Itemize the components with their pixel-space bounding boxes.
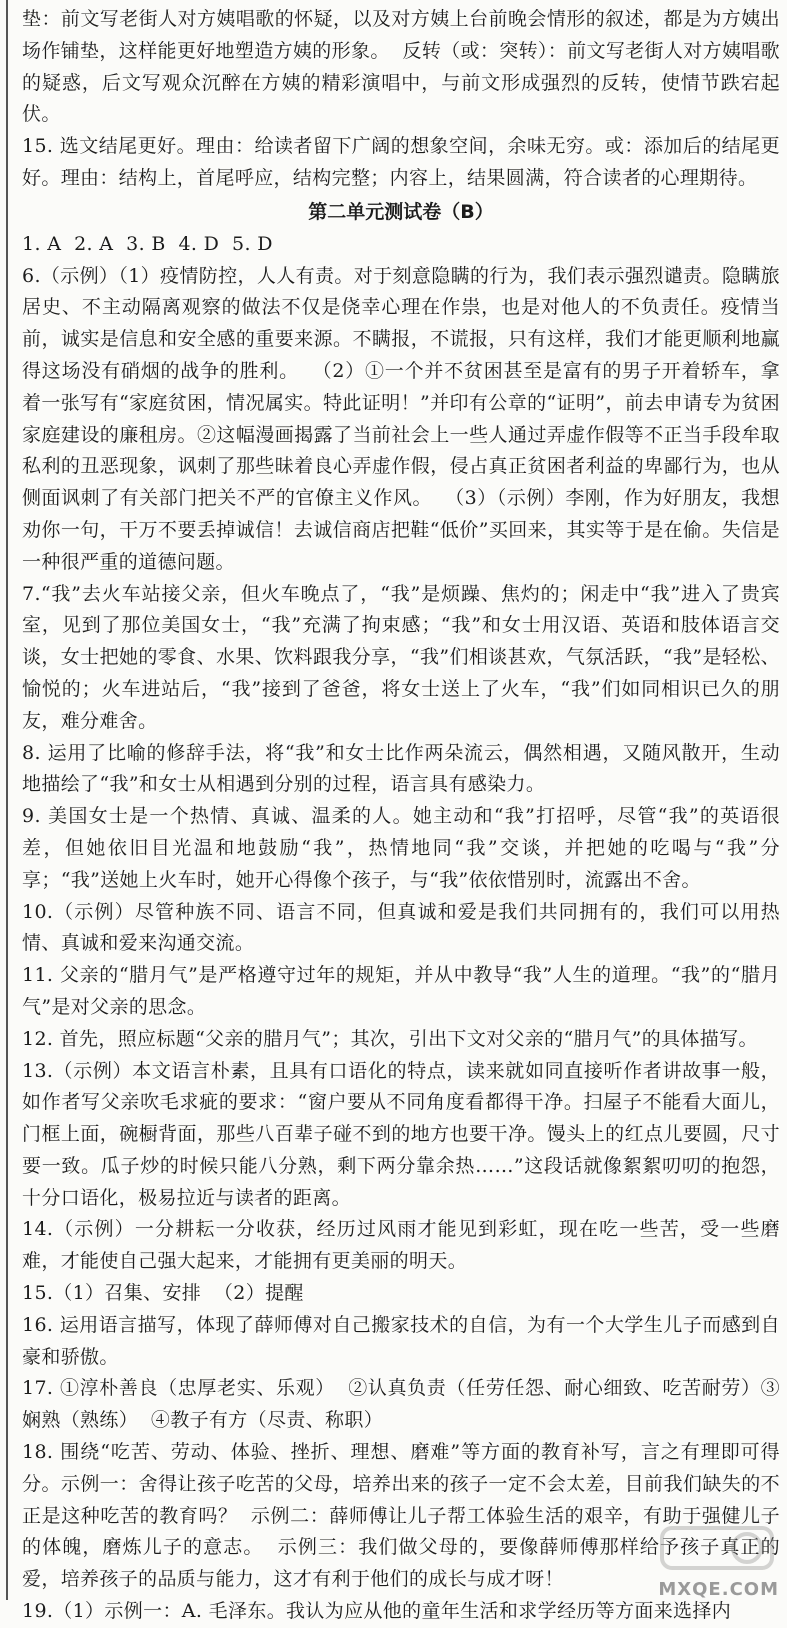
paragraph-14-continued: 垫：前文写老街人对方姨唱歌的怀疑，以及对方姨上台前晚会情形的叙述，都是为方姨出场作铺垫，这样能更好地塑造方姨的形象。 反转（或：突转）：前文写老街人对方姨唱歌的疑惑，后文写观众沉醉在方姨的精彩演唱中，与前文形成强烈的反转，使情节跌宕起伏。: [22, 8, 780, 126]
answer-19: 19.（1）示例一：A. 毛泽东。我认为应从他的童年生活和求学经历等方面来选择内: [22, 1600, 732, 1623]
answer-17: 17. ①淳朴善良（忠厚老实、乐观） ②认真负责（任劳任怨、耐心细致、吃苦耐劳）③娴熟（熟练） ④教子有方（尽责、称职）: [22, 1377, 780, 1432]
answer-13: 13.（示例）本文语言朴素，且具有口语化的特点，读来就如同直接听作者讲故事一般，如作者写父亲吹毛求疵的要求：“窗户要从不同角度看都得干净。扫屋子不能看大面儿，门框上面，碗橱背面，那些八百辈子碰不到的地方也要干净。馒头上的红点儿要圆，尺寸要一致。瓜子炒的时候只能八分熟，剩下两分靠余热……”这段话就像絮絮叨叨的抱怨，十分口语化，极易拉近与读者的距离。: [22, 1059, 780, 1209]
answer-16: 16. 运用语言描写，体现了薛师傅对自己搬家技术的自信，为有一个大学生儿子而感到自豪和骄傲。: [22, 1313, 780, 1368]
answer-18: 18. 围绕“吃苦、劳动、体验、挫折、理想、磨难”等方面的教育补写，言之有理即可得分。示例一：舍得让孩子吃苦的父母，培养出来的孩子一定不会太差，目前我们缺失的不正是这种吃苦的教育吗？ 示例二：薛师傅让儿子帮工体验生活的艰辛，有助于强健儿子的体魄，磨炼儿子的意志。 示例三：我们做父母的，要像薛师傅那样给予孩子真正的爱，培养孩子的品质与能力，这才有利于他们的成长与成才呀！: [22, 1441, 780, 1591]
watermark-text: MXQE.COM: [658, 1579, 779, 1600]
answer-14: 14.（示例）一分耕耘一分收获，经历过风雨才能见到彩虹，现在吃一些苦，受一些磨难，才能使自己强大起来，才能拥有更美丽的明天。: [22, 1218, 780, 1273]
answer-11: 11. 父亲的“腊月气”是严格遵守过年的规矩，并从中教导“我”人生的道理。“我”的“腊月气”是对父亲的思念。: [22, 964, 780, 1018]
answer-6: 6.（示例）（1）疫情防控，人人有责。对于刻意隐瞒的行为，我们表示强烈谴责。隐瞒旅居史、不主动隔离观察的做法不仅是侥幸心理在作祟，也是对他人的不负责任。疫情当前，诚实是信息和安全感的重要来源。不瞒报，不谎报，只有这样，我们才能更顺利地赢得这场没有硝烟的战争的胜利。 （2）①一个并不贫困甚至是富有的男子开着轿车，拿着一张写有“家庭贫困，情况属实。特此证明！”并印有公章的“证明”，前去申请专为贫困家庭建设的廉租房。②这幅漫画揭露了当前社会上一些人通过弄虚作假等不正当手段牟取私利的丑恶现象，讽刺了那些昧着良心弄虚作假，侵占真正贫困者利益的卑鄙行为，也从侧面讽刺了有关部门把关不严的官僚主义作风。 （3）（示例）李刚，作为好朋友，我想劝你一句，干万不要丢掉诚信！去诚信商店把鞋“低价”买回来，其实等于是在偷。失信是一种很严重的道德问题。: [22, 264, 780, 573]
page-left-rule: [6, 0, 8, 1600]
answer-8: 8. 运用了比喻的修辞手法，将“我”和女士比作两朵流云，偶然相遇，又随风散开，生动地描绘了“我”和女士从相遇到分别的过程，语言具有感染力。: [22, 741, 780, 796]
answer-7: 7.“我”去火车站接父亲，但火车晚点了，“我”是烦躁、焦灼的；闲走中“我”进入了贵宾室，见到了那位美国女士，“我”充满了拘束感；“我”和女士用汉语、英语和肢体语言交谈，女士把她的零食、水果、饮料跟我分享，“我”们相谈甚欢，气氛活跃，“我”是轻松、愉悦的；火车进站后，“我”接到了爸爸，将女士送上了火车，“我”们如同相识已久的朋友，难分难舍。: [22, 582, 780, 732]
answer-9: 9. 美国女士是一个热情、真诚、温柔的人。她主动和“我”打招呼，尽管“我”的英语很差，但她依旧目光温和地鼓励“我”，热情地同“我”交谈，并把她的吃喝与“我”分享；“我”送她上火车时，她开心得像个孩子，与“我”依依惜别时，流露出不舍。: [22, 805, 780, 891]
paragraph-15: 15. 选文结尾更好。理由：给读者留下广阔的想象空间，余味无穷。或：添加后的结尾更好。理由：结构上，首尾呼应，结构完整；内容上，结果圆满，符合读者的心理期待。: [22, 135, 780, 189]
answer-12: 12. 首先，照应标题“父亲的腊月气”；其次，引出下文对父亲的“腊月气”的具体描写。: [22, 1027, 758, 1050]
answer-choices: 1. A 2. A 3. B 4. D 5. D: [22, 232, 273, 255]
answer-10: 10.（示例）尽管种族不同、语言不同，但真诚和爱是我们共同拥有的，我们可以用热情、真诚和爱来沟通交流。: [22, 900, 780, 955]
answer-page: [10, 4, 780, 1628]
section-title: 第二单元测试卷（B）: [308, 200, 494, 223]
answer-15: 15.（1）召集、安排 （2）提醒: [22, 1282, 304, 1305]
